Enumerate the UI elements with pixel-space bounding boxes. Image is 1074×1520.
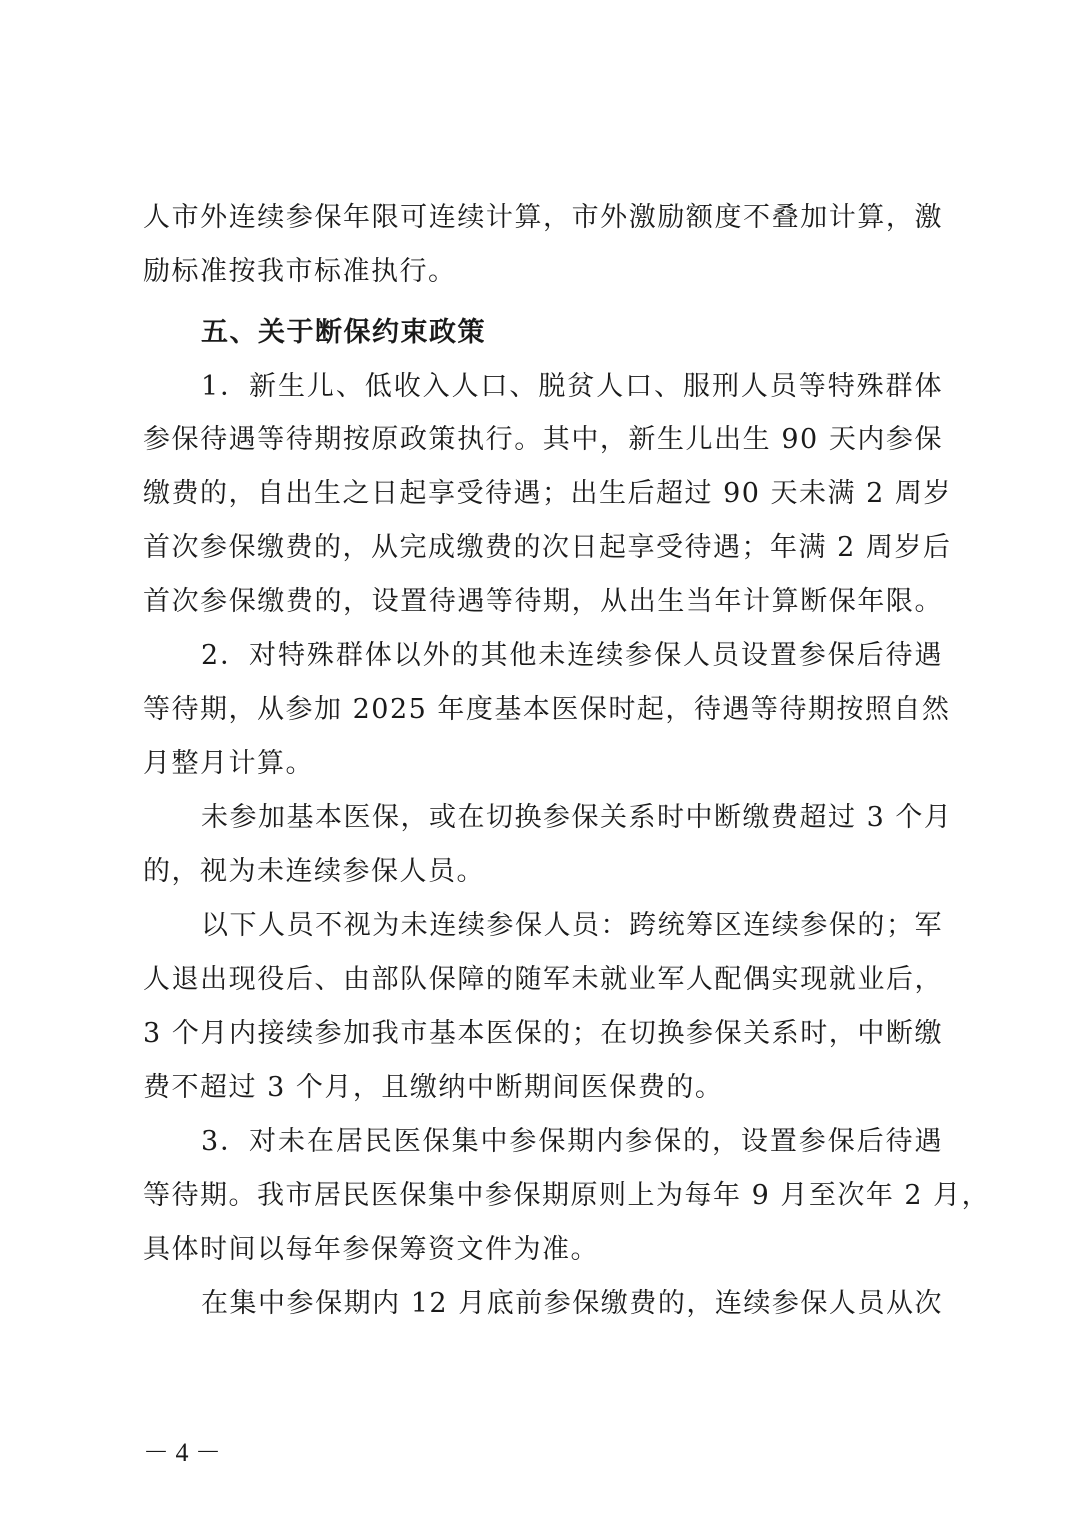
text-line: 缴费的，自出生之日起享受待遇；出生后超过 90 天未满 2 周岁 <box>143 478 952 509</box>
text-line: 励标准按我市标准执行。 <box>143 256 457 287</box>
text-line: 人退出现役后、由部队保障的随军未就业军人配偶实现就业后， <box>143 964 943 995</box>
text-line: 参保待遇等待期按原政策执行。其中，新生儿出生 90 天内参保 <box>143 424 943 455</box>
text-line: 的，视为未连续参保人员。 <box>143 856 485 887</box>
text-line: 具体时间以每年参保筹资文件为准。 <box>143 1234 599 1265</box>
text-line: 等待期。我市居民医保集中参保期原则上为每年 9 月至次年 2 月， <box>143 1180 991 1211</box>
text-line: 3．对未在居民医保集中参保期内参保的，设置参保后待遇 <box>201 1126 943 1157</box>
text-line: 在集中参保期内 12 月底前参保缴费的，连续参保人员从次 <box>201 1288 943 1319</box>
text-line: 1．新生儿、低收入人口、脱贫人口、服刑人员等特殊群体 <box>201 371 943 402</box>
text-line: 3 个月内接续参加我市基本医保的；在切换参保关系时，中断缴 <box>143 1018 943 1049</box>
text-line: 首次参保缴费的，设置待遇等待期，从出生当年计算断保年限。 <box>143 586 943 617</box>
section-heading: 五、关于断保约束政策 <box>201 317 486 348</box>
text-line: 首次参保缴费的，从完成缴费的次日起享受待遇；年满 2 周岁后 <box>143 532 952 563</box>
page-number: － 4 － <box>143 1438 222 1467</box>
text-line: 人市外连续参保年限可连续计算，市外激励额度不叠加计算，激 <box>143 202 943 233</box>
text-line: 费不超过 3 个月，且缴纳中断期间医保费的。 <box>143 1072 724 1103</box>
text-line: 未参加基本医保，或在切换参保关系时中断缴费超过 3 个月 <box>201 802 953 833</box>
text-line: 以下人员不视为未连续参保人员：跨统筹区连续参保的；军 <box>201 910 943 941</box>
text-line: 月整月计算。 <box>143 748 314 779</box>
text-line: 2．对特殊群体以外的其他未连续参保人员设置参保后待遇 <box>201 640 943 671</box>
text-line: 等待期，从参加 2025 年度基本医保时起，待遇等待期按照自然 <box>143 694 951 725</box>
